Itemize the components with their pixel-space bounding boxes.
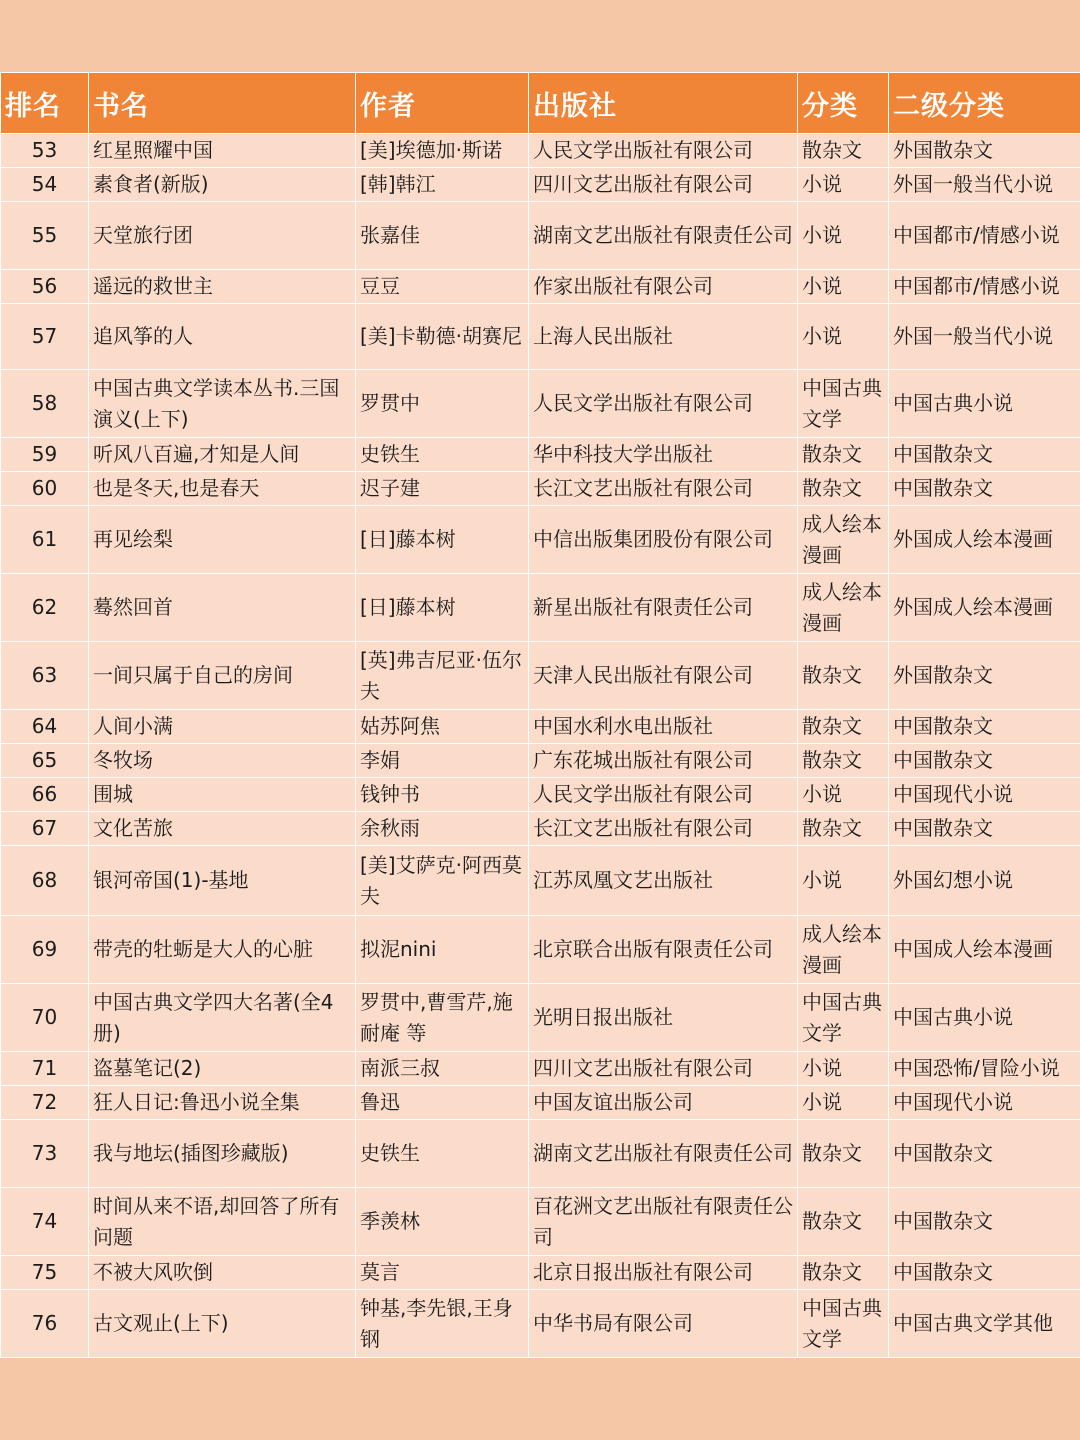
subcategory-cell: 中国散杂文 bbox=[889, 1188, 1080, 1256]
table-row bbox=[1, 1086, 1080, 1120]
table-row bbox=[1, 1052, 1080, 1086]
author-cell: [英]弗吉尼亚·伍尔夫 bbox=[356, 642, 529, 710]
table-row bbox=[1, 1290, 1080, 1358]
category-cell: 成人绘本漫画 bbox=[798, 574, 889, 642]
author-cell: 南派三叔 bbox=[356, 1052, 529, 1086]
title-cell: 人间小满 bbox=[89, 710, 356, 744]
rank-cell: 54 bbox=[1, 168, 89, 202]
subcategory-cell: 中国散杂文 bbox=[889, 1256, 1080, 1290]
subcategory-cell: 外国散杂文 bbox=[889, 642, 1080, 710]
rank-cell: 70 bbox=[1, 984, 89, 1052]
publisher-cell: 天津人民出版社有限公司 bbox=[529, 642, 798, 710]
category-cell: 散杂文 bbox=[798, 472, 889, 506]
category-cell: 小说 bbox=[798, 304, 889, 370]
rank-cell: 55 bbox=[1, 202, 89, 270]
rank-cell: 64 bbox=[1, 710, 89, 744]
rank-cell: 53 bbox=[1, 134, 89, 168]
title-cell: 时间从来不语,却回答了所有问题 bbox=[89, 1188, 356, 1256]
table-row bbox=[1, 438, 1080, 472]
subcategory-cell: 中国散杂文 bbox=[889, 710, 1080, 744]
publisher-cell: 湖南文艺出版社有限责任公司 bbox=[529, 202, 798, 270]
rank-cell: 60 bbox=[1, 472, 89, 506]
title-cell: 中国古典文学四大名著(全4册) bbox=[89, 984, 356, 1052]
table-row bbox=[1, 506, 1080, 574]
title-cell: 听风八百遍,才知是人间 bbox=[89, 438, 356, 472]
subcategory-cell: 中国古典小说 bbox=[889, 984, 1080, 1052]
author-cell: 拟泥nini bbox=[356, 916, 529, 984]
publisher-cell: 四川文艺出版社有限公司 bbox=[529, 168, 798, 202]
category-cell: 中国古典文学 bbox=[798, 1290, 889, 1358]
table-row bbox=[1, 134, 1080, 168]
title-cell: 银河帝国(1)-基地 bbox=[89, 846, 356, 916]
table-body bbox=[1, 134, 1080, 1358]
title-cell: 带壳的牡蛎是大人的心脏 bbox=[89, 916, 356, 984]
author-cell: 鲁迅 bbox=[356, 1086, 529, 1120]
table-row bbox=[1, 574, 1080, 642]
subcategory-cell: 中国都市/情感小说 bbox=[889, 202, 1080, 270]
category-cell: 小说 bbox=[798, 846, 889, 916]
title-cell: 素食者(新版) bbox=[89, 168, 356, 202]
table-row bbox=[1, 270, 1080, 304]
rank-cell: 71 bbox=[1, 1052, 89, 1086]
publisher-cell: 广东花城出版社有限公司 bbox=[529, 744, 798, 778]
table-row bbox=[1, 846, 1080, 916]
table-row bbox=[1, 710, 1080, 744]
author-cell: 钱钟书 bbox=[356, 778, 529, 812]
author-cell: 季羡林 bbox=[356, 1188, 529, 1256]
subcategory-cell: 外国一般当代小说 bbox=[889, 168, 1080, 202]
author-cell: [美]埃德加·斯诺 bbox=[356, 134, 529, 168]
category-cell: 小说 bbox=[798, 1052, 889, 1086]
rank-cell: 67 bbox=[1, 812, 89, 846]
title-cell: 文化苦旅 bbox=[89, 812, 356, 846]
rank-cell: 58 bbox=[1, 370, 89, 438]
header-title: 书名 bbox=[89, 73, 356, 134]
subcategory-cell: 中国现代小说 bbox=[889, 1086, 1080, 1120]
title-cell: 红星照耀中国 bbox=[89, 134, 356, 168]
category-cell: 散杂文 bbox=[798, 1120, 889, 1188]
publisher-cell: 华中科技大学出版社 bbox=[529, 438, 798, 472]
title-cell: 一间只属于自己的房间 bbox=[89, 642, 356, 710]
table-row bbox=[1, 1188, 1080, 1256]
title-cell: 狂人日记:鲁迅小说全集 bbox=[89, 1086, 356, 1120]
subcategory-cell: 中国散杂文 bbox=[889, 438, 1080, 472]
subcategory-cell: 中国散杂文 bbox=[889, 744, 1080, 778]
publisher-cell: 四川文艺出版社有限公司 bbox=[529, 1052, 798, 1086]
table-row bbox=[1, 1120, 1080, 1188]
table-row bbox=[1, 202, 1080, 270]
publisher-cell: 北京联合出版有限责任公司 bbox=[529, 916, 798, 984]
author-cell: 张嘉佳 bbox=[356, 202, 529, 270]
category-cell: 散杂文 bbox=[798, 438, 889, 472]
subcategory-cell: 外国成人绘本漫画 bbox=[889, 506, 1080, 574]
rank-cell: 72 bbox=[1, 1086, 89, 1120]
category-cell: 成人绘本漫画 bbox=[798, 916, 889, 984]
author-cell: [美]艾萨克·阿西莫夫 bbox=[356, 846, 529, 916]
title-cell: 我与地坛(插图珍藏版) bbox=[89, 1120, 356, 1188]
category-cell: 散杂文 bbox=[798, 710, 889, 744]
author-cell: 罗贯中,曹雪芹,施耐庵 等 bbox=[356, 984, 529, 1052]
subcategory-cell: 中国古典文学其他 bbox=[889, 1290, 1080, 1358]
rank-cell: 69 bbox=[1, 916, 89, 984]
author-cell: 史铁生 bbox=[356, 438, 529, 472]
rank-cell: 62 bbox=[1, 574, 89, 642]
table-row bbox=[1, 812, 1080, 846]
author-cell: 李娟 bbox=[356, 744, 529, 778]
rank-cell: 76 bbox=[1, 1290, 89, 1358]
subcategory-cell: 中国都市/情感小说 bbox=[889, 270, 1080, 304]
subcategory-cell: 中国散杂文 bbox=[889, 812, 1080, 846]
publisher-cell: 人民文学出版社有限公司 bbox=[529, 370, 798, 438]
publisher-cell: 上海人民出版社 bbox=[529, 304, 798, 370]
category-cell: 小说 bbox=[798, 1086, 889, 1120]
table-row bbox=[1, 916, 1080, 984]
category-cell: 成人绘本漫画 bbox=[798, 506, 889, 574]
publisher-cell: 百花洲文艺出版社有限责任公司 bbox=[529, 1188, 798, 1256]
category-cell: 中国古典文学 bbox=[798, 370, 889, 438]
rank-cell: 63 bbox=[1, 642, 89, 710]
header-rank: 排名 bbox=[1, 73, 89, 134]
publisher-cell: 人民文学出版社有限公司 bbox=[529, 134, 798, 168]
author-cell: 余秋雨 bbox=[356, 812, 529, 846]
table-header bbox=[1, 73, 1080, 134]
title-cell: 盗墓笔记(2) bbox=[89, 1052, 356, 1086]
publisher-cell: 中国水利水电出版社 bbox=[529, 710, 798, 744]
publisher-cell: 新星出版社有限责任公司 bbox=[529, 574, 798, 642]
title-cell: 不被大风吹倒 bbox=[89, 1256, 356, 1290]
subcategory-cell: 中国散杂文 bbox=[889, 1120, 1080, 1188]
subcategory-cell: 外国散杂文 bbox=[889, 134, 1080, 168]
subcategory-cell: 外国一般当代小说 bbox=[889, 304, 1080, 370]
subcategory-cell: 中国散杂文 bbox=[889, 472, 1080, 506]
author-cell: 姑苏阿焦 bbox=[356, 710, 529, 744]
header-author: 作者 bbox=[356, 73, 529, 134]
publisher-cell: 江苏凤凰文艺出版社 bbox=[529, 846, 798, 916]
title-cell: 遥远的救世主 bbox=[89, 270, 356, 304]
rank-cell: 56 bbox=[1, 270, 89, 304]
subcategory-cell: 外国幻想小说 bbox=[889, 846, 1080, 916]
rank-cell: 66 bbox=[1, 778, 89, 812]
title-cell: 追风筝的人 bbox=[89, 304, 356, 370]
publisher-cell: 长江文艺出版社有限公司 bbox=[529, 812, 798, 846]
title-cell: 也是冬天,也是春天 bbox=[89, 472, 356, 506]
publisher-cell: 湖南文艺出版社有限责任公司 bbox=[529, 1120, 798, 1188]
subcategory-cell: 中国现代小说 bbox=[889, 778, 1080, 812]
subcategory-cell: 中国成人绘本漫画 bbox=[889, 916, 1080, 984]
category-cell: 散杂文 bbox=[798, 642, 889, 710]
author-cell: [日]藤本树 bbox=[356, 574, 529, 642]
table-row bbox=[1, 304, 1080, 370]
table-row bbox=[1, 168, 1080, 202]
header-category: 分类 bbox=[798, 73, 889, 134]
rank-cell: 74 bbox=[1, 1188, 89, 1256]
title-cell: 天堂旅行团 bbox=[89, 202, 356, 270]
category-cell: 散杂文 bbox=[798, 134, 889, 168]
title-cell: 围城 bbox=[89, 778, 356, 812]
title-cell: 古文观止(上下) bbox=[89, 1290, 356, 1358]
subcategory-cell: 中国恐怖/冒险小说 bbox=[889, 1052, 1080, 1086]
title-cell: 中国古典文学读本丛书.三国演义(上下) bbox=[89, 370, 356, 438]
publisher-cell: 中国友谊出版公司 bbox=[529, 1086, 798, 1120]
title-cell: 再见绘梨 bbox=[89, 506, 356, 574]
rank-cell: 57 bbox=[1, 304, 89, 370]
publisher-cell: 长江文艺出版社有限公司 bbox=[529, 472, 798, 506]
rank-cell: 61 bbox=[1, 506, 89, 574]
header-subcategory: 二级分类 bbox=[889, 73, 1080, 134]
rank-cell: 68 bbox=[1, 846, 89, 916]
table-row bbox=[1, 744, 1080, 778]
author-cell: 罗贯中 bbox=[356, 370, 529, 438]
category-cell: 小说 bbox=[798, 202, 889, 270]
rank-cell: 65 bbox=[1, 744, 89, 778]
category-cell: 散杂文 bbox=[798, 812, 889, 846]
rank-cell: 75 bbox=[1, 1256, 89, 1290]
author-cell: 史铁生 bbox=[356, 1120, 529, 1188]
publisher-cell: 中信出版集团股份有限公司 bbox=[529, 506, 798, 574]
table-row bbox=[1, 778, 1080, 812]
publisher-cell: 中华书局有限公司 bbox=[529, 1290, 798, 1358]
ranking-table bbox=[0, 72, 1080, 1358]
publisher-cell: 北京日报出版社有限公司 bbox=[529, 1256, 798, 1290]
author-cell: [美]卡勒德·胡赛尼 bbox=[356, 304, 529, 370]
title-cell: 冬牧场 bbox=[89, 744, 356, 778]
rank-cell: 73 bbox=[1, 1120, 89, 1188]
table-row bbox=[1, 642, 1080, 710]
category-cell: 小说 bbox=[798, 168, 889, 202]
author-cell: [日]藤本树 bbox=[356, 506, 529, 574]
author-cell: [韩]韩江 bbox=[356, 168, 529, 202]
table-row bbox=[1, 984, 1080, 1052]
subcategory-cell: 外国成人绘本漫画 bbox=[889, 574, 1080, 642]
publisher-cell: 光明日报出版社 bbox=[529, 984, 798, 1052]
author-cell: 钟基,李先银,王身钢 bbox=[356, 1290, 529, 1358]
category-cell: 中国古典文学 bbox=[798, 984, 889, 1052]
subcategory-cell: 中国古典小说 bbox=[889, 370, 1080, 438]
publisher-cell: 作家出版社有限公司 bbox=[529, 270, 798, 304]
publisher-cell: 人民文学出版社有限公司 bbox=[529, 778, 798, 812]
author-cell: 莫言 bbox=[356, 1256, 529, 1290]
category-cell: 散杂文 bbox=[798, 1188, 889, 1256]
category-cell: 散杂文 bbox=[798, 1256, 889, 1290]
table-row bbox=[1, 1256, 1080, 1290]
category-cell: 小说 bbox=[798, 778, 889, 812]
author-cell: 豆豆 bbox=[356, 270, 529, 304]
header-publisher: 出版社 bbox=[529, 73, 798, 134]
table-row bbox=[1, 472, 1080, 506]
rank-cell: 59 bbox=[1, 438, 89, 472]
category-cell: 散杂文 bbox=[798, 744, 889, 778]
category-cell: 小说 bbox=[798, 270, 889, 304]
title-cell: 蓦然回首 bbox=[89, 574, 356, 642]
table-row bbox=[1, 370, 1080, 438]
author-cell: 迟子建 bbox=[356, 472, 529, 506]
